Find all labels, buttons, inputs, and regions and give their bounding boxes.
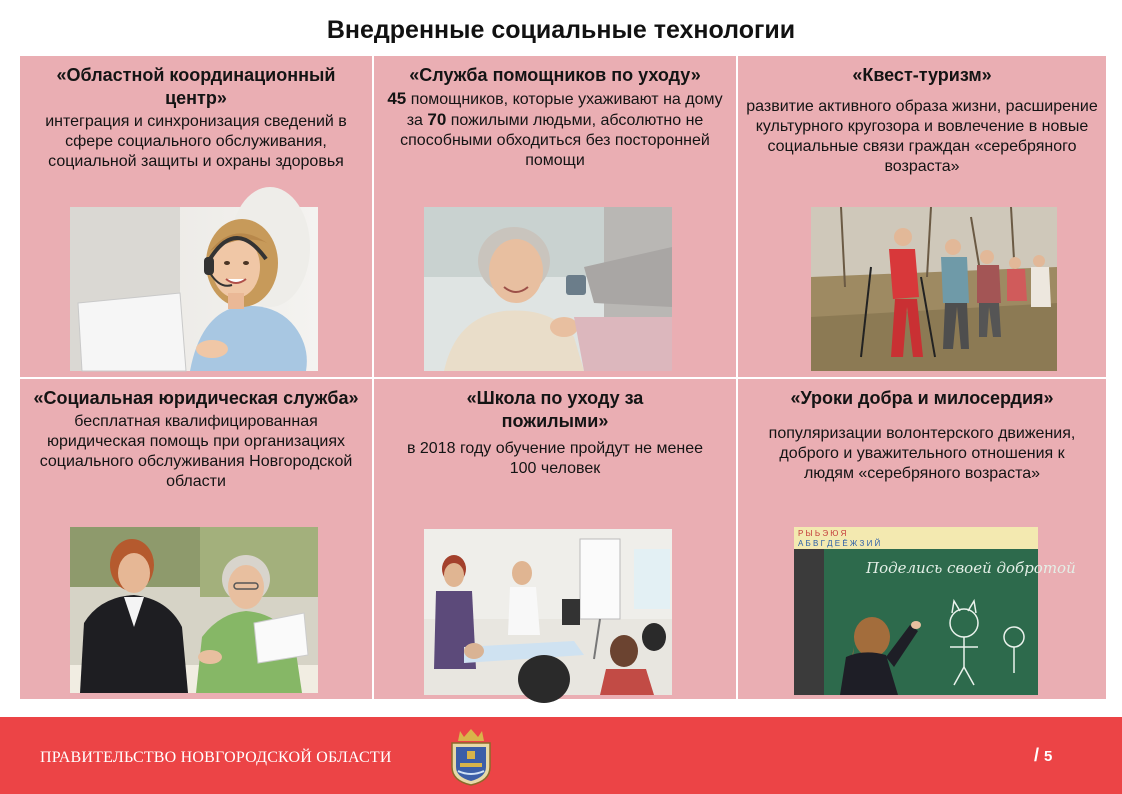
cell-legal-service [20, 379, 372, 699]
cell-title: «Квест-туризм» [852, 65, 992, 85]
cell-title: «Служба помощников по уходу» [409, 65, 701, 85]
cell-title: «Уроки добра и милосердия» [790, 388, 1054, 408]
cell-description: 45 помощников, которые ухаживают на дому за 70 пожилыми людьми, абсолютно не способными обходиться без посторонней помощи [387, 89, 723, 169]
cell-title: «Областной координационный центр» [56, 65, 336, 108]
cell-description: популяризации волонтерского движения, доброго и уважительного отношения к людям «серебряного возраста» [768, 425, 1076, 482]
photo-nordic-walking [811, 207, 1057, 371]
assistants-count: 45 [387, 89, 407, 108]
elderly-count: 70 [427, 110, 447, 129]
cell-care-assistants [374, 56, 736, 377]
photo-legal-consultation [70, 527, 318, 693]
page-number: / 5 [1034, 745, 1053, 765]
cell-elderly-care-school [374, 379, 736, 699]
novgorod-coat-of-arms-icon [446, 727, 496, 787]
photo-care-training [424, 529, 672, 695]
cell-kindness-lessons [738, 379, 1106, 699]
footer-bar [0, 717, 1122, 794]
cell-quest-tourism [738, 56, 1106, 377]
slide-title: Внедренные социальные технологии [326, 16, 796, 44]
cell-title: «Школа по уходу за пожилыми» [466, 388, 644, 431]
board-caption: Поделись своей добротой [866, 559, 1076, 577]
cell-description: развитие активного образа жизни, расширение культурного кругозора и вовлечение в новые социальные связи граждан «серебряного возраста» [746, 98, 1098, 175]
technologies-grid [20, 56, 1104, 699]
cell-description: бесплатная квалифицированная юридическая помощь при организациях социального обслуживания Новгородской области [39, 413, 353, 490]
alphabet-row-2: А Б В Г Д Е Ё Ж З И Й [798, 539, 881, 548]
cell-description: в 2018 году обучение пройдут не менее 100 человек [406, 440, 704, 477]
alphabet-row-1: Р Ы Ь Э Ю Я [798, 529, 847, 538]
cell-title: «Социальная юридическая служба» [33, 388, 359, 408]
photo-operator-headset [70, 207, 318, 371]
cell-coordination-center [20, 56, 372, 377]
cell-description: интеграция и синхронизация сведений в сфере социального обслуживания, социальной защиты и охраны здоровья [45, 113, 347, 170]
organization-name: ПРАВИТЕЛЬСТВО НОВГОРОДСКОЙ ОБЛАСТИ [40, 749, 392, 766]
photo-girl-at-chalkboard [794, 527, 1076, 695]
photo-elderly-woman-cup [424, 207, 672, 371]
